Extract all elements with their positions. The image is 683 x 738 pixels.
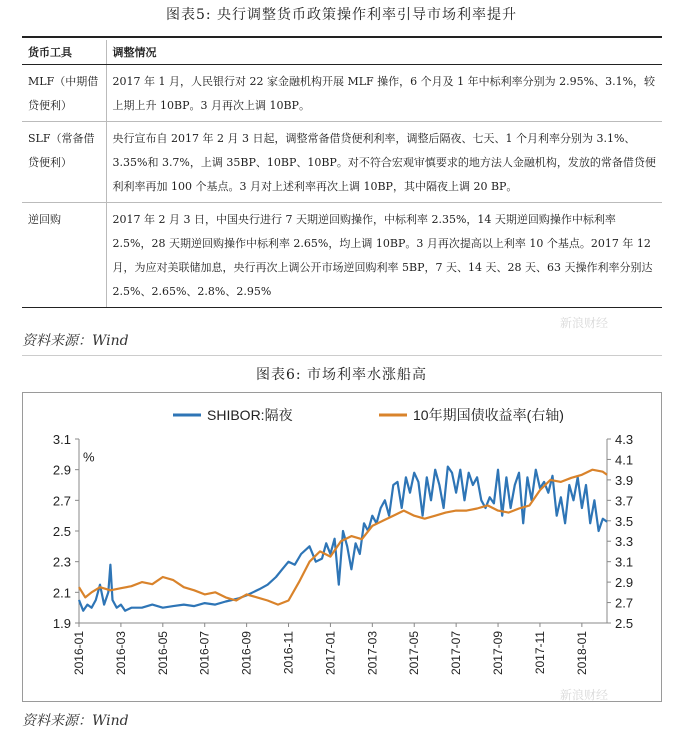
y-right-tick-label: 2.9: [615, 575, 634, 591]
y-left-tick-label: 2.3: [52, 554, 71, 570]
y-right-tick-label: 3.7: [615, 493, 634, 509]
x-tick-label: 2018-01: [574, 631, 589, 676]
x-tick-label: 2016-05: [155, 631, 170, 676]
watermark: 新浪财经: [560, 688, 609, 702]
table-row: [22, 122, 662, 203]
y-left-tick-label: 2.7: [52, 493, 71, 509]
y-left-tick-label: 3.1: [52, 432, 71, 447]
y-right-tick-label: 3.9: [615, 472, 634, 488]
top-rule: [22, 36, 662, 38]
x-tick-label: 2016-01: [72, 631, 86, 676]
x-tick-label: 2016-07: [197, 631, 212, 676]
x-tick-label: 2017-01: [323, 631, 338, 676]
x-tick-label: 2016-09: [239, 631, 254, 676]
legend-label-shibor: SHIBOR:隔夜: [207, 407, 293, 423]
x-tick-label: 2017-09: [491, 631, 506, 676]
figure5-title: 图表5: 央行调整货币政策操作利率引导市场利率提升: [165, 7, 518, 23]
header-detail: 调整情况: [106, 40, 662, 65]
y-left-tick-label: 2.9: [52, 462, 71, 478]
row-tool-mlf: MLF（中期借贷便利）: [22, 65, 106, 122]
x-tick-label: 2017-11: [532, 631, 547, 675]
header-tool: 货币工具: [22, 40, 106, 65]
series-line-shibor: [79, 467, 607, 611]
x-tick-label: 2017-03: [365, 631, 380, 676]
watermark: 新浪财经: [560, 316, 609, 330]
figure6-title: 图表6: 市场利率水涨船高: [255, 367, 428, 383]
figure6-source: 资料来源：Wind: [22, 713, 129, 729]
y-left-tick-label: 2.1: [52, 585, 71, 601]
y-right-tick-label: 3.5: [615, 513, 634, 529]
legend-label-bond: 10年期国债收益率(右轴): [413, 407, 564, 423]
row-tool-slf: SLF（常备借贷便利）: [22, 122, 106, 203]
y-right-tick-label: 3.1: [615, 554, 634, 570]
table-row: [22, 65, 662, 122]
row-detail-repo: 2017 年 2 月 3 日，中国央行进行 7 天期逆回购操作，中标利率 2.35%，14 天期逆回购操作中标利率 2.5%，28 天期逆回购操作中标利率 2.65%，均上调 10BP。3 月再次提高以上利率 10 个基点。2017 年 12 月，为应对美联储加息，央行再次上调公开市场逆回购利率 5BP，7 天、14 天、28 天、63 天操作利率分别达 2.5%、2.65%、2.8%、2.95%: [106, 203, 662, 308]
row-detail-slf: 央行宣布自 2017 年 2 月 3 日起，调整常备借贷便利利率，调整后隔夜、七天、1 个月利率分别为 3.1%、3.35%和 3.7%，上调 35BP、10BP、10BP。对不符合宏观审慎要求的地方法人金融机构，发放的常备借贷便利利率再加 100 个基点。3 月对上述利率再次上调 10BP，其中隔夜上调 20 BP。: [106, 122, 662, 203]
table-header-row: [22, 40, 662, 65]
figure5-source: 资料来源：Wind: [22, 333, 129, 349]
x-tick-label: 2016-03: [113, 631, 128, 676]
rate-line-chart: [23, 393, 661, 701]
y-right-tick-label: 2.5: [615, 616, 634, 631]
policy-table: [22, 40, 662, 308]
x-tick-label: 2016-11: [281, 631, 296, 675]
y-left-tick-label: 2.5: [52, 524, 71, 539]
chart-frame: [22, 392, 662, 702]
x-tick-label: 2017-05: [407, 631, 422, 676]
row-detail-mlf: 2017 年 1 月，人民银行对 22 家金融机构开展 MLF 操作，6 个月及 1 年中标利率分别为 2.95%、3.1%，较上期上升 10BP。3 月再次上调 10BP。: [106, 65, 662, 122]
y-right-tick-label: 4.1: [615, 452, 634, 468]
y-right-tick-label: 3.3: [615, 534, 634, 550]
table-row: [22, 203, 662, 308]
divider: [22, 355, 662, 356]
y-right-tick-label: 2.7: [615, 595, 634, 611]
y-left-unit-label: %: [83, 449, 95, 465]
y-left-tick-label: 1.9: [52, 616, 71, 631]
row-tool-repo: 逆回购: [22, 203, 106, 308]
x-tick-label: 2017-07: [449, 631, 464, 676]
y-right-tick-label: 4.3: [615, 432, 634, 447]
